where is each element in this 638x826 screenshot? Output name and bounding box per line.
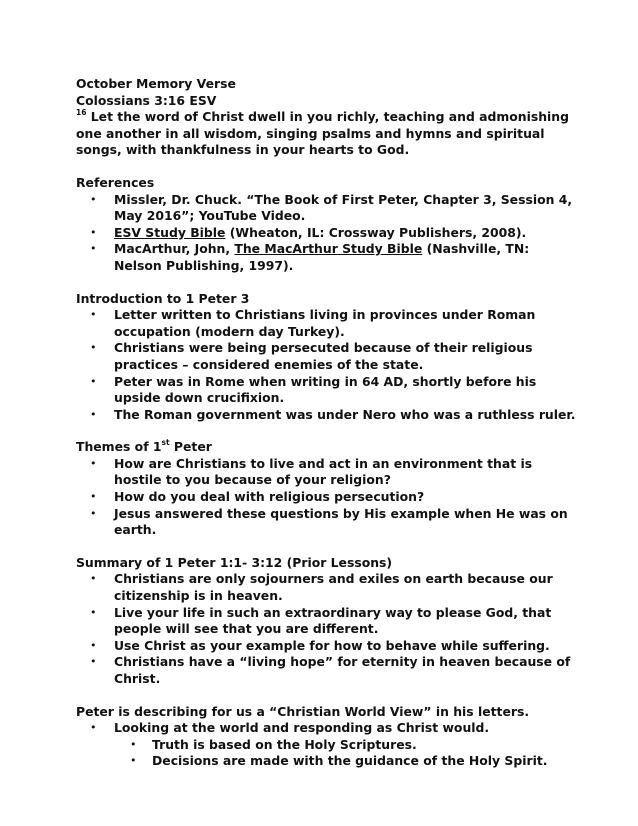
reference-macarthur-details: (Nashville, TN: Nelson Publishing, 1997).: [114, 241, 530, 273]
ordinal-suffix: st: [161, 438, 170, 448]
verse-body: Let the word of Christ dwell in you richly, teaching and admonishing one another in all wisdom, singing psalms and hymns and spiritual songs, with thankfulness in your hearts to God.: [76, 109, 569, 158]
references-list: [76, 192, 576, 275]
list-item: • Christians are only sojourners and exiles on earth because our citizenship is in heaven.: [76, 571, 576, 604]
themes-heading-text: Themes of 1: [76, 439, 162, 455]
themes-list: [76, 456, 576, 539]
memory-verse-heading: October Memory Verse: [76, 76, 236, 91]
reference-esv-title: ESV Study Bible: [114, 224, 226, 240]
reference-macarthur-title: The MacArthur Study Bible: [234, 241, 423, 257]
summary-section: [76, 555, 576, 688]
summary-heading: Summary of 1 Peter 1:1- 3:12 (Prior Lessons): [76, 554, 393, 570]
themes-heading-tail: Peter: [169, 439, 212, 455]
list-item: • Letter written to Christians living in provinces under Roman occupation (modern day Turkey).: [76, 307, 576, 340]
list-item: • How do you deal with religious persecution?: [76, 489, 576, 506]
list-item: • Peter was in Rome when writing in 64 AD, shortly before his upside down crucifixion.: [76, 374, 576, 407]
reference-missler: Missler, Dr. Chuck. “The Book of First Peter, Chapter 3, Session 4, May 2016”; YouTube Video.: [114, 191, 573, 224]
list-item: • Christians have a “living hope” for eternity in heaven because of Christ.: [76, 654, 576, 687]
list-item: • Looking at the world and responding as Christ would.: [76, 720, 576, 737]
themes-heading: [76, 439, 576, 456]
reference-esv-details: (Wheaton, IL: Crossway Publishers, 2008).: [225, 224, 527, 240]
reference-item: [76, 192, 576, 225]
worldview-heading: Peter is describing for us a “Christian World View” in his letters.: [76, 703, 530, 719]
worldview-section: [76, 704, 576, 770]
sub-list-item: • Truth is based on the Holy Scriptures.: [76, 737, 576, 754]
themes-section: [76, 439, 576, 539]
worldview-sublist: [76, 737, 576, 770]
memory-verse-text: [76, 109, 576, 159]
references-heading: References: [76, 174, 155, 190]
list-item: • How are Christians to live and act in an environment that is hostile to you because of your religion?: [76, 456, 576, 489]
memory-verse-section: [76, 76, 576, 159]
worldview-list: [76, 720, 576, 737]
list-item: • Use Christ as your example for how to behave while suffering.: [76, 638, 576, 655]
intro-heading: Introduction to 1 Peter 3: [76, 290, 250, 306]
reference-item: [76, 225, 576, 242]
list-item: • Live your life in such an extraordinary way to please God, that people will see that you are different.: [76, 605, 576, 638]
references-section: [76, 175, 576, 275]
reference-macarthur-author: MacArthur, John,: [114, 241, 235, 257]
intro-list: [76, 307, 576, 423]
memory-verse-reference: Colossians 3:16 ESV: [76, 92, 217, 108]
reference-item: [76, 241, 576, 274]
summary-list: [76, 571, 576, 687]
document-content: [76, 76, 576, 770]
intro-section: [76, 291, 576, 424]
list-item: • Christians were being persecuted because of their religious practices – considered enemies of the state.: [76, 340, 576, 373]
sub-list-item: • Decisions are made with the guidance of the Holy Spirit.: [76, 753, 576, 770]
list-item: • The Roman government was under Nero who was a ruthless ruler.: [76, 407, 576, 424]
verse-number: 16: [76, 108, 87, 118]
list-item: • Jesus answered these questions by His example when He was on earth.: [76, 506, 576, 539]
